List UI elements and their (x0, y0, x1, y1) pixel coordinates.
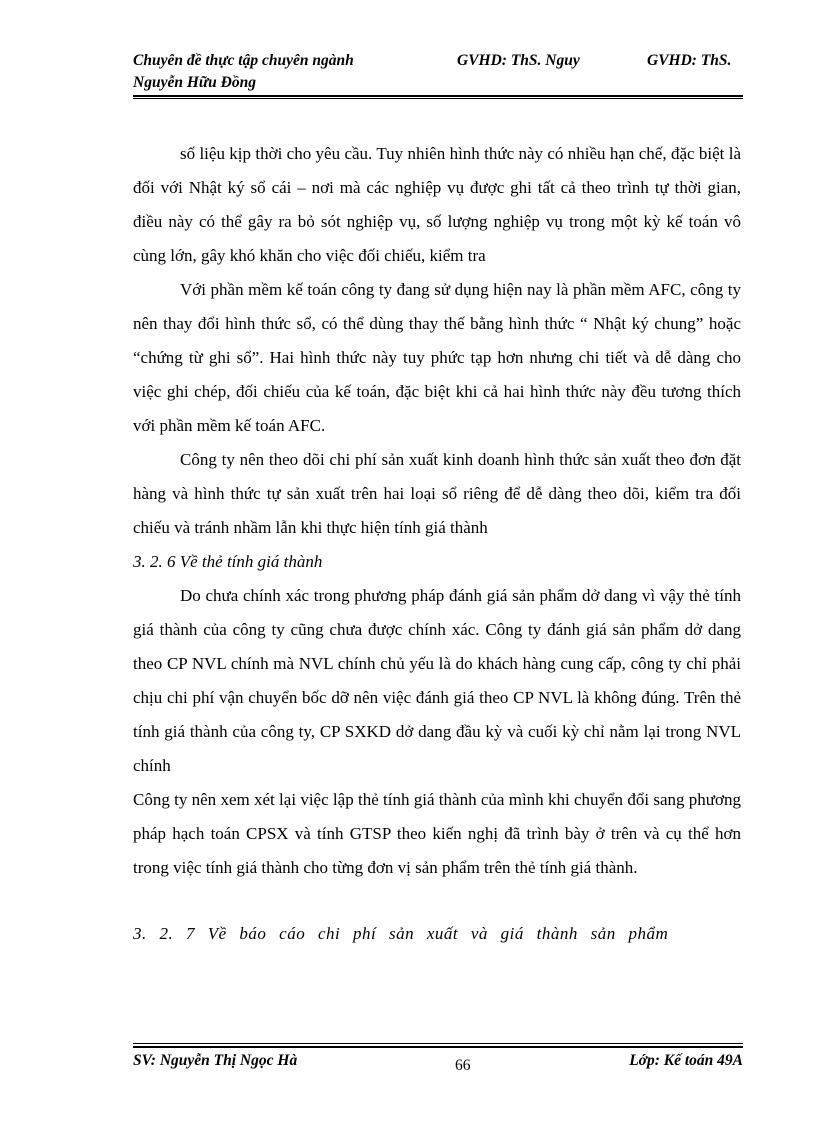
header-advisor-label-2: GVHD: ThS. (647, 52, 732, 69)
page-number: 66 (455, 1057, 471, 1074)
footer-student-name: SV: Nguyễn Thị Ngọc Hà (133, 1052, 298, 1069)
paragraph-1: số liệu kịp thời cho yêu cầu. Tuy nhiên hình thức này có nhiều hạn chế, đặc biệt là đối với Nhật ký sổ cái – nơi mà các nghiệp vụ được ghi tất cả theo trình tự thời gian, điều này có thể gây ra bỏ sót nghiệp vụ, số lượng nghiệp vụ trong một kỳ kế toán vô cùng lớn, gây khó khăn cho việc đối chiếu, kiểm tra (133, 144, 741, 265)
header-course-title: Chuyên đề thực tập chuyên ngành (133, 52, 354, 69)
header-advisor-label-1: GVHD: ThS. Nguy (457, 52, 580, 69)
header-rule-thick (133, 95, 743, 97)
paragraph-4: Do chưa chính xác trong phương pháp đánh giá sản phẩm dở dang vì vậy thẻ tính giá thành của công ty cũng chưa được chính xác. Công ty đánh giá sản phẩm dở dang theo CP NVL chính mà NVL chính chủ yếu là do khách hàng cung cấp, công ty chỉ phải chịu chi phí vận chuyển bốc dỡ nên việc đánh giá theo CP NVL là không đúng. Trên thẻ tính giá thành của công ty, CP SXKD dở dang đầu kỳ và cuối kỳ chỉ nằm lại trong NVL chính (133, 586, 741, 775)
footer-rule-thin (133, 1043, 743, 1044)
section-heading-3-2-7: 3. 2. 7 Về báo cáo chi phí sản xuất và giá thành sản phẩm (133, 924, 669, 943)
page-body (133, 137, 741, 951)
page-header (133, 52, 743, 91)
page-footer (133, 1052, 743, 1078)
footer-class: Lớp: Kế toán 49A (629, 1052, 743, 1069)
paragraph-5: Công ty nên xem xét lại việc lập thẻ tính giá thành của mình khi chuyển đổi sang phương pháp hạch toán CPSX và tính GTSP theo kiến nghị đã trình bày ở trên và cụ thể hơn trong việc tính giá thành cho từng đơn vị sản phẩm trên thẻ tính giá thành. (133, 790, 741, 877)
paragraph-3: Công ty nên theo dõi chi phí sản xuất kinh doanh hình thức sản xuất theo đơn đặt hàng và hình thức tự sản xuất trên hai loại sổ riêng để dễ dàng theo dõi, kiểm tra đối chiếu và tránh nhầm lẫn khi thực hiện tính giá thành (133, 450, 741, 537)
paragraph-2: Với phần mềm kế toán công ty đang sử dụng hiện nay là phần mềm AFC, công ty nên thay đổi hình thức sổ, có thể dùng thay thế bằng hình thức “ Nhật ký chung” hoặc “chứng từ ghi sổ”. Hai hình thức này tuy phức tạp hơn nhưng chi tiết và dễ dàng cho việc ghi chép, đối chiếu của kế toán, đặc biệt khi cả hai hình thức này đều tương thích với phần mềm kế toán AFC. (133, 280, 741, 435)
section-heading-3-2-6: 3. 2. 6 Về thẻ tính giá thành (133, 552, 323, 571)
header-advisor-name: Nguyễn Hữu Đồng (133, 74, 256, 91)
header-rule-thin (133, 98, 743, 99)
paragraph-gap (133, 885, 741, 917)
footer-rule-thick (133, 1046, 743, 1048)
